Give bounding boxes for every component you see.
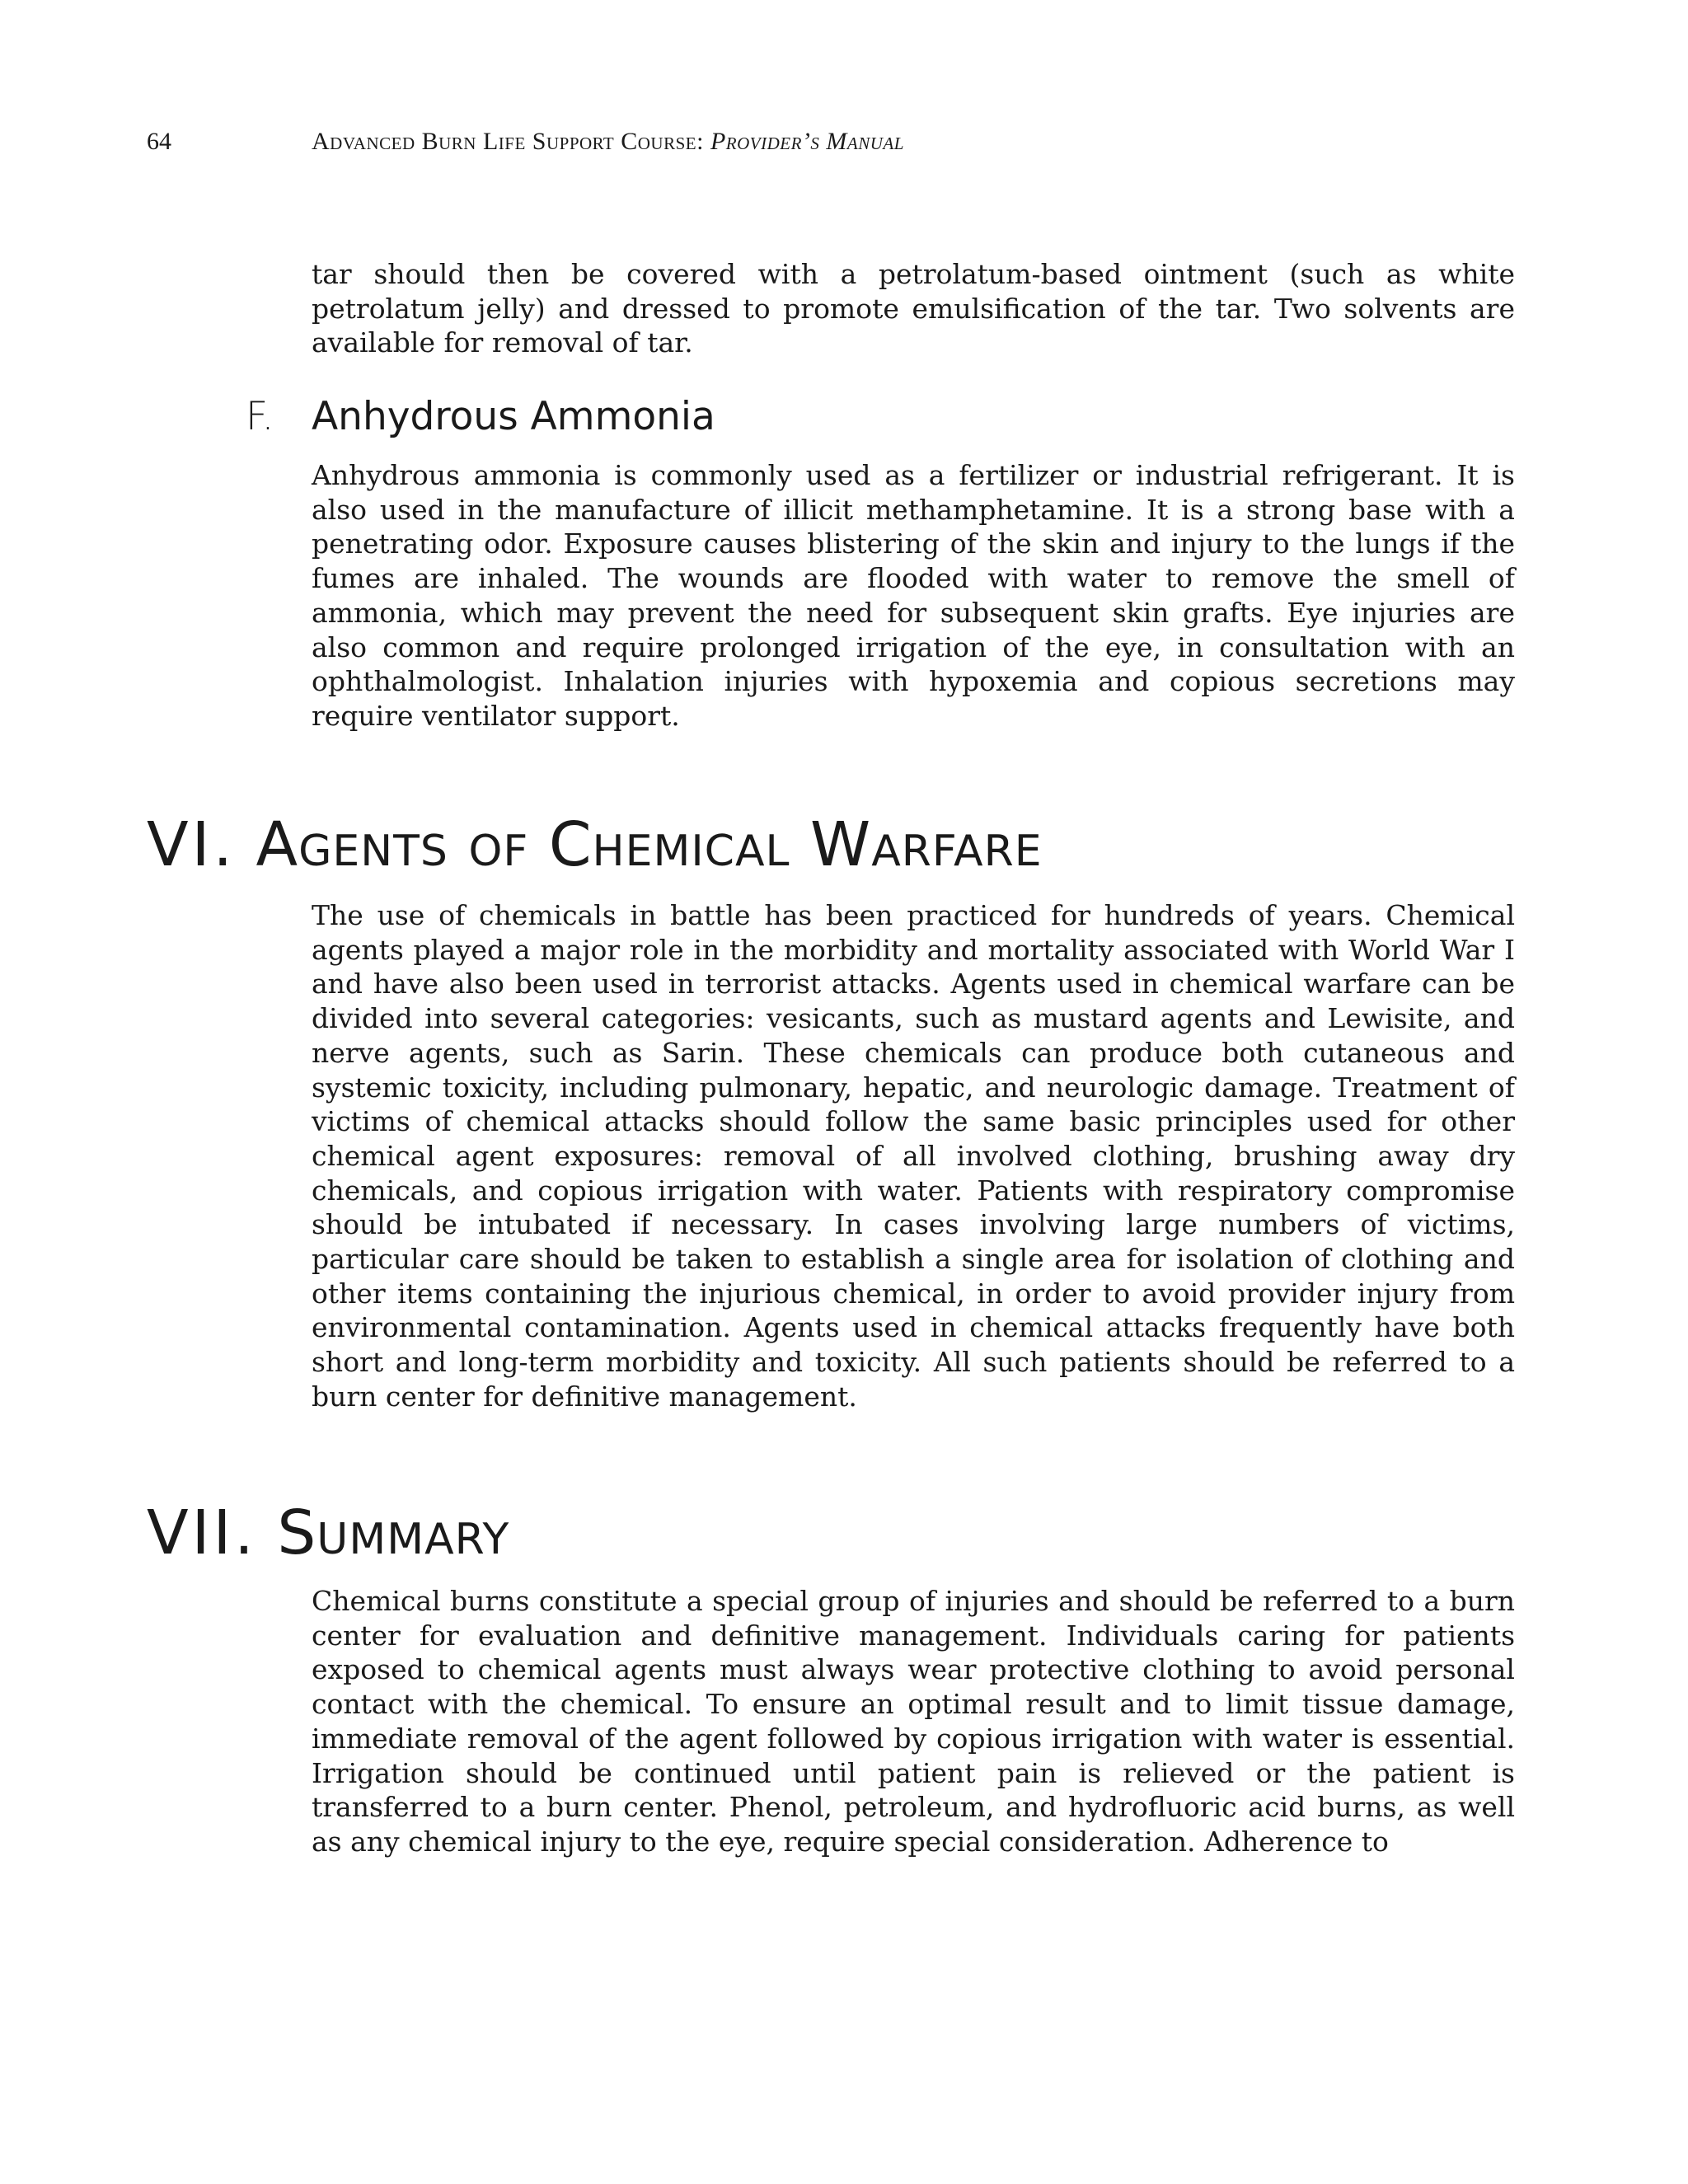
subsection-title: Anhydrous Ammonia bbox=[312, 394, 715, 439]
section-number: VI. bbox=[147, 809, 236, 880]
subsection-label: F. bbox=[246, 394, 274, 439]
section-title: Agents of Chemical Warfare bbox=[256, 809, 1043, 880]
book-title bbox=[312, 124, 904, 160]
section-paragraph-block bbox=[312, 1584, 1515, 1859]
page-number: 64 bbox=[147, 128, 171, 155]
intro-paragraph-block bbox=[312, 257, 1515, 360]
intro-paragraph: tar should then be covered with a petrolatum-based ointment (such as white petrolatum jelly) and dressed to promote emulsification of the tar. Two solvents are available for removal of tar. bbox=[312, 258, 1515, 359]
section-paragraph: Chemical burns constitute a special group of injuries and should be referred to a burn center for evaluation and definitive management. Individuals caring for patients exposed to chemical agents must always wear protective clothing to avoid personal contact with the chemical. To ensure an optimal result and to limit tissue damage, immediate removal of the agent followed by copious irrigation with water is essential. Irrigation should be continued until patient pain is relieved or the patient is transferred to a burn center. Phenol, petroleum, and hydrofluoric acid burns, as well as any chemical injury to the eye, require special consideration. Adherence to bbox=[312, 1585, 1515, 1858]
book-title-italic: Provider’s Manual bbox=[710, 128, 904, 155]
section-number: VII. bbox=[147, 1497, 257, 1568]
section-paragraph-block bbox=[312, 898, 1515, 1414]
section-heading bbox=[147, 1496, 509, 1570]
section-title: Summary bbox=[277, 1497, 510, 1568]
subsection-heading bbox=[246, 392, 715, 442]
running-header bbox=[147, 124, 1548, 160]
subsection-paragraph: Anhydrous ammonia is commonly used as a fertilizer or industrial refrigerant. It is also used in the manufacture of illicit methamphetamine. It is a strong base with a penetrating odor. Exposure causes blistering of the skin and injury to the lungs if the fumes are inhaled. The wounds are flooded with water to remove the smell of ammonia, which may prevent the need for subsequent skin grafts. Eye injuries are also common and require prolonged irrigation of the eye, in consultation with an ophthalmologist. Inhalation injuries with hypoxemia and copious secretions may require ventilator support. bbox=[312, 459, 1515, 732]
book-title-main: Advanced Burn Life Support Course: bbox=[312, 128, 710, 155]
subsection-paragraph-block bbox=[312, 458, 1515, 733]
section-heading bbox=[147, 808, 1043, 882]
section-paragraph: The use of chemicals in battle has been practiced for hundreds of years. Chemical agents played a major role in the morbidity and mortality associated with World War I and have also been used in terrorist attacks. Agents used in chemical warfare can be divided into several categories: vesicants, such as mustard agents and Lewisite, and nerve agents, such as Sarin. These chemicals can produce both cutaneous and systemic toxicity, including pulmonary, hepatic, and neurologic damage. Treatment of victims of chemical attacks should follow the same basic principles used for other chemical agent exposures: removal of all involved clothing, brushing away dry chemicals, and copious irrigation with water. Patients with respiratory compromise should be intubated if necessary. In cases involving large numbers of victims, particular care should be taken to establish a single area for isolation of clothing and other items containing the injurious chemical, in order to avoid provider injury from environmental contamination. Agents used in chemical attacks frequently have both short and long-term morbidity and toxicity. All such patients should be referred to a burn center for definitive management. bbox=[312, 899, 1515, 1413]
